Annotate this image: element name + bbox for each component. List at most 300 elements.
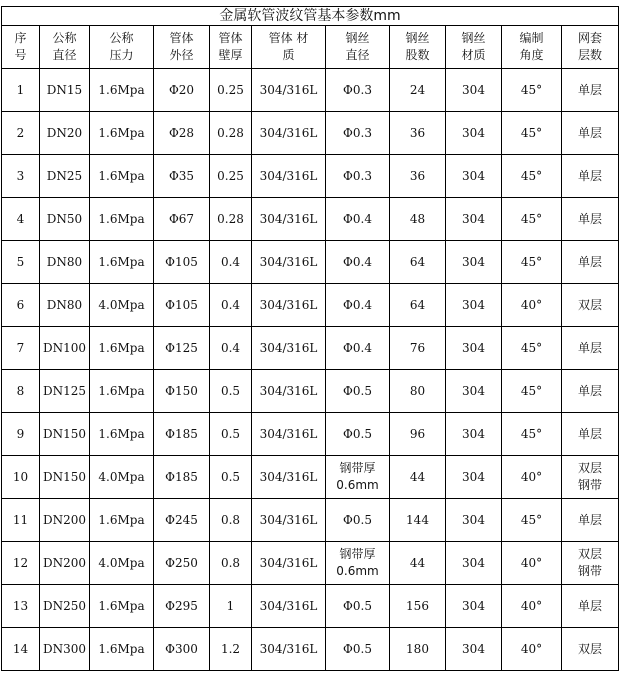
cell-wire-strands [390, 327, 446, 370]
cell-nominal-diameter [40, 542, 90, 585]
cell-line: 4 [16, 211, 25, 226]
cell-wire-material [446, 284, 502, 327]
cell-seq-no [2, 585, 40, 628]
header-line: 材质 [461, 48, 486, 62]
table-row [2, 456, 619, 499]
cell-line: DN20 [46, 125, 83, 140]
cell-line: 45° [520, 82, 543, 97]
table-row [2, 628, 619, 671]
cell-tube-material [252, 413, 326, 456]
header-nominal-diameter [40, 26, 90, 69]
cell-tube-wall-thickness [210, 456, 252, 499]
cell-wire-material [446, 499, 502, 542]
cell-tube-outer-diameter [154, 284, 210, 327]
cell-line: 6 [16, 297, 25, 312]
cell-line: 4.0Mpa [98, 555, 145, 570]
cell-braid-layers [562, 241, 619, 284]
cell-wire-diameter [326, 112, 390, 155]
cell-line: 180 [406, 641, 429, 656]
cell-line: 45° [520, 211, 543, 226]
cell-line: Φ245 [165, 512, 198, 527]
cell-line: DN100 [42, 340, 87, 355]
cell-nominal-diameter [40, 585, 90, 628]
cell-line: 304 [462, 125, 485, 140]
cell-line: 13 [12, 598, 29, 613]
cell-line: Φ0.5 [343, 598, 372, 613]
cell-line: 2 [16, 125, 25, 140]
cell-line: 1.6Mpa [98, 168, 145, 183]
cell-braid-angle [502, 69, 562, 112]
cell-line: DN15 [46, 82, 83, 97]
cell-wire-strands [390, 284, 446, 327]
header-braid-layers [562, 26, 619, 69]
table-row [2, 241, 619, 284]
cell-line: 1.6Mpa [98, 340, 145, 355]
cell-line: 64 [409, 297, 426, 312]
table-row [2, 284, 619, 327]
cell-nominal-diameter [40, 69, 90, 112]
cell-line: Φ67 [168, 211, 195, 226]
cell-nominal-pressure [90, 155, 154, 198]
cell-wire-material [446, 69, 502, 112]
cell-braid-angle [502, 585, 562, 628]
header-tube-wall-thickness [210, 26, 252, 69]
header-row [2, 26, 619, 69]
cell-line: 1.6Mpa [98, 598, 145, 613]
cell-line: 双层 [578, 297, 603, 312]
cell-tube-wall-thickness [210, 628, 252, 671]
cell-wire-diameter [326, 198, 390, 241]
cell-braid-angle [502, 198, 562, 241]
cell-tube-outer-diameter [154, 198, 210, 241]
cell-line: 0.8 [220, 555, 241, 570]
cell-line: 45° [520, 340, 543, 355]
cell-line: Φ0.4 [343, 254, 372, 269]
cell-line: DN80 [46, 297, 83, 312]
cell-tube-material [252, 585, 326, 628]
cell-line: 单层 [578, 82, 603, 97]
cell-line: Φ0.3 [343, 125, 372, 140]
cell-line: 1.6Mpa [98, 125, 145, 140]
cell-line: 1.6Mpa [98, 254, 145, 269]
cell-line: 7 [16, 340, 25, 355]
header-line: 钢丝 [345, 31, 370, 45]
cell-line: Φ250 [165, 555, 198, 570]
cell-tube-material [252, 198, 326, 241]
table-row [2, 155, 619, 198]
cell-line: Φ0.4 [343, 211, 372, 226]
cell-line: 4.0Mpa [98, 469, 145, 484]
header-line: 压力 [109, 48, 134, 62]
header-line: 角度 [519, 48, 544, 62]
cell-line: 1 [226, 598, 235, 613]
header-line: 直径 [345, 48, 370, 62]
cell-wire-strands [390, 456, 446, 499]
cell-tube-material [252, 327, 326, 370]
header-line: 编制 [519, 31, 544, 45]
cell-tube-outer-diameter [154, 370, 210, 413]
cell-wire-strands [390, 542, 446, 585]
cell-line: 304/316L [259, 383, 318, 398]
cell-line: 1.6Mpa [98, 82, 145, 97]
cell-nominal-pressure [90, 542, 154, 585]
header-line: 股数 [405, 48, 430, 62]
header-line: 管体 材 [268, 31, 309, 45]
cell-tube-wall-thickness [210, 413, 252, 456]
cell-wire-material [446, 112, 502, 155]
cell-wire-diameter [326, 628, 390, 671]
cell-tube-outer-diameter [154, 628, 210, 671]
cell-tube-outer-diameter [154, 456, 210, 499]
cell-line: 11 [12, 512, 29, 527]
cell-braid-layers [562, 499, 619, 542]
cell-line: 40° [520, 555, 543, 570]
cell-wire-strands [390, 585, 446, 628]
cell-braid-angle [502, 112, 562, 155]
cell-tube-material [252, 155, 326, 198]
cell-line: 96 [409, 426, 426, 441]
cell-line: 单层 [578, 340, 603, 355]
table-title: 金属软管波纹管基本参数mm [2, 7, 619, 26]
cell-line: 0.4 [220, 297, 241, 312]
cell-line: DN25 [46, 168, 83, 183]
cell-nominal-pressure [90, 370, 154, 413]
cell-wire-diameter [326, 241, 390, 284]
cell-line: 40° [520, 641, 543, 656]
cell-line: 144 [406, 512, 429, 527]
cell-line: 40° [520, 598, 543, 613]
cell-line: 单层 [578, 168, 603, 183]
cell-tube-wall-thickness [210, 585, 252, 628]
header-seq-no [2, 26, 40, 69]
cell-tube-wall-thickness [210, 327, 252, 370]
cell-line: 单层 [578, 211, 603, 226]
header-line: 公称 [52, 31, 77, 45]
cell-line: 304/316L [259, 125, 318, 140]
cell-wire-strands [390, 370, 446, 413]
cell-tube-material [252, 628, 326, 671]
cell-line: Φ295 [165, 598, 198, 613]
cell-tube-material [252, 542, 326, 585]
cell-braid-angle [502, 155, 562, 198]
cell-line: 304 [462, 211, 485, 226]
cell-line: Φ20 [168, 82, 195, 97]
cell-line: 24 [409, 82, 426, 97]
header-line: 质 [282, 48, 295, 62]
cell-nominal-pressure [90, 499, 154, 542]
cell-line: DN125 [42, 383, 87, 398]
cell-line: Φ0.4 [343, 340, 372, 355]
cell-line: 单层 [578, 426, 603, 441]
cell-line: 0.5 [220, 426, 241, 441]
table-row [2, 585, 619, 628]
cell-line: 304/316L [259, 469, 318, 484]
cell-wire-material [446, 456, 502, 499]
cell-line: 单层 [578, 512, 603, 527]
cell-wire-diameter [326, 155, 390, 198]
header-line: 直径 [52, 48, 77, 62]
cell-line: Φ105 [165, 297, 198, 312]
cell-line: 0.28 [217, 125, 244, 140]
cell-line: 76 [409, 340, 426, 355]
cell-line: 48 [409, 211, 426, 226]
cell-seq-no [2, 155, 40, 198]
cell-tube-material [252, 456, 326, 499]
cell-wire-material [446, 198, 502, 241]
cell-line: Φ28 [168, 125, 195, 140]
header-wire-strands [390, 26, 446, 69]
table-row [2, 499, 619, 542]
cell-seq-no [2, 327, 40, 370]
cell-seq-no [2, 370, 40, 413]
params-table [1, 6, 619, 671]
cell-tube-outer-diameter [154, 413, 210, 456]
cell-line: Φ0.4 [343, 297, 372, 312]
cell-tube-outer-diameter [154, 542, 210, 585]
cell-line: 单层 [578, 598, 603, 613]
cell-braid-angle [502, 628, 562, 671]
cell-tube-wall-thickness [210, 155, 252, 198]
cell-line: 0.5 [220, 469, 241, 484]
cell-nominal-diameter [40, 413, 90, 456]
cell-line: 304/316L [259, 168, 318, 183]
cell-line: 钢带厚 [339, 547, 376, 561]
cell-line: 双层 [578, 641, 603, 656]
cell-nominal-diameter [40, 628, 90, 671]
cell-line: 304/316L [259, 340, 318, 355]
cell-nominal-pressure [90, 456, 154, 499]
header-line: 外径 [169, 48, 194, 62]
cell-tube-wall-thickness [210, 499, 252, 542]
cell-line: 0.4 [220, 340, 241, 355]
cell-line: 36 [409, 125, 426, 140]
cell-line: DN150 [42, 469, 87, 484]
cell-line: 304 [462, 82, 485, 97]
header-line: 管体 [218, 31, 243, 45]
cell-line: 单层 [578, 383, 603, 398]
header-line: 管体 [169, 31, 194, 45]
cell-wire-material [446, 413, 502, 456]
cell-line: 304 [462, 426, 485, 441]
cell-nominal-diameter [40, 284, 90, 327]
cell-tube-outer-diameter [154, 155, 210, 198]
cell-line: 304 [462, 598, 485, 613]
cell-braid-layers [562, 284, 619, 327]
header-tube-outer-diameter [154, 26, 210, 69]
cell-tube-material [252, 241, 326, 284]
cell-tube-wall-thickness [210, 198, 252, 241]
cell-seq-no [2, 198, 40, 241]
cell-braid-layers [562, 112, 619, 155]
cell-line: 304 [462, 641, 485, 656]
cell-wire-diameter [326, 456, 390, 499]
cell-line: Φ105 [165, 254, 198, 269]
cell-line: DN200 [42, 555, 87, 570]
cell-line: 304 [462, 512, 485, 527]
cell-wire-diameter [326, 284, 390, 327]
cell-line: 304/316L [259, 211, 318, 226]
cell-braid-layers [562, 69, 619, 112]
cell-braid-layers [562, 628, 619, 671]
header-line: 号 [14, 48, 27, 62]
cell-line: 304 [462, 168, 485, 183]
cell-line: Φ0.5 [343, 383, 372, 398]
cell-braid-angle [502, 413, 562, 456]
cell-line: DN250 [42, 598, 87, 613]
cell-line: Φ0.3 [343, 82, 372, 97]
cell-nominal-diameter [40, 198, 90, 241]
cell-tube-wall-thickness [210, 370, 252, 413]
cell-braid-layers [562, 370, 619, 413]
cell-seq-no [2, 413, 40, 456]
cell-line: 304/316L [259, 641, 318, 656]
cell-line: 0.5 [220, 383, 241, 398]
cell-line: 钢带厚 [339, 461, 376, 475]
cell-line: Φ185 [165, 426, 198, 441]
cell-braid-angle [502, 284, 562, 327]
cell-line: 双层 [578, 461, 603, 475]
cell-wire-material [446, 370, 502, 413]
cell-braid-layers [562, 198, 619, 241]
cell-braid-angle [502, 370, 562, 413]
cell-tube-material [252, 112, 326, 155]
cell-braid-layers [562, 327, 619, 370]
cell-nominal-pressure [90, 69, 154, 112]
cell-braid-layers [562, 413, 619, 456]
cell-line: 双层 [578, 547, 603, 561]
cell-tube-outer-diameter [154, 69, 210, 112]
cell-nominal-diameter [40, 370, 90, 413]
cell-line: DN150 [42, 426, 87, 441]
cell-line: Φ0.5 [343, 426, 372, 441]
cell-line: 0.6mm [336, 478, 379, 492]
cell-wire-material [446, 628, 502, 671]
cell-line: 0.25 [217, 168, 244, 183]
cell-line: 304/316L [259, 555, 318, 570]
header-wire-diameter [326, 26, 390, 69]
cell-line: Φ0.3 [343, 168, 372, 183]
cell-wire-diameter [326, 585, 390, 628]
cell-line: 钢带 [578, 478, 603, 492]
cell-line: 45° [520, 512, 543, 527]
cell-nominal-pressure [90, 628, 154, 671]
cell-wire-strands [390, 112, 446, 155]
table-row [2, 112, 619, 155]
cell-line: 304/316L [259, 426, 318, 441]
cell-line: DN200 [42, 512, 87, 527]
table-row [2, 327, 619, 370]
cell-line: 304 [462, 297, 485, 312]
header-wire-material [446, 26, 502, 69]
cell-seq-no [2, 241, 40, 284]
cell-wire-diameter [326, 413, 390, 456]
cell-braid-layers [562, 456, 619, 499]
cell-line: 40° [520, 297, 543, 312]
cell-line: 0.4 [220, 254, 241, 269]
cell-wire-strands [390, 198, 446, 241]
cell-nominal-diameter [40, 327, 90, 370]
cell-tube-wall-thickness [210, 69, 252, 112]
cell-tube-outer-diameter [154, 241, 210, 284]
cell-wire-strands [390, 241, 446, 284]
cell-nominal-pressure [90, 327, 154, 370]
cell-tube-outer-diameter [154, 327, 210, 370]
cell-line: 3 [16, 168, 25, 183]
cell-line: Φ0.5 [343, 641, 372, 656]
cell-tube-wall-thickness [210, 241, 252, 284]
cell-line: 156 [406, 598, 429, 613]
cell-line: 8 [16, 383, 25, 398]
cell-line: 0.25 [217, 82, 244, 97]
cell-wire-material [446, 155, 502, 198]
cell-braid-layers [562, 155, 619, 198]
cell-line: 40° [520, 469, 543, 484]
header-line: 钢丝 [405, 31, 430, 45]
header-line: 壁厚 [218, 48, 243, 62]
header-line: 网套 [578, 31, 603, 45]
table-body [2, 69, 619, 671]
cell-braid-layers [562, 585, 619, 628]
cell-nominal-diameter [40, 112, 90, 155]
header-line: 层数 [578, 48, 603, 62]
cell-line: 64 [409, 254, 426, 269]
cell-line: 14 [12, 641, 29, 656]
cell-nominal-pressure [90, 198, 154, 241]
cell-braid-angle [502, 499, 562, 542]
cell-seq-no [2, 69, 40, 112]
cell-line: 10 [12, 469, 29, 484]
cell-tube-material [252, 370, 326, 413]
cell-tube-wall-thickness [210, 542, 252, 585]
header-line: 序 [14, 31, 27, 45]
cell-line: Φ35 [168, 168, 195, 183]
cell-seq-no [2, 628, 40, 671]
cell-line: Φ300 [165, 641, 198, 656]
cell-line: 5 [16, 254, 25, 269]
header-braid-angle [502, 26, 562, 69]
cell-wire-diameter [326, 542, 390, 585]
title-row [2, 7, 619, 26]
cell-line: 304/316L [259, 254, 318, 269]
cell-tube-outer-diameter [154, 499, 210, 542]
header-line: 公称 [109, 31, 134, 45]
cell-wire-strands [390, 499, 446, 542]
cell-line: 12 [12, 555, 29, 570]
cell-line: 1.2 [220, 641, 241, 656]
cell-line: Φ150 [165, 383, 198, 398]
cell-wire-strands [390, 69, 446, 112]
cell-line: 44 [409, 555, 426, 570]
cell-line: 1 [16, 82, 25, 97]
cell-wire-material [446, 241, 502, 284]
cell-line: 9 [16, 426, 25, 441]
cell-line: 304/316L [259, 297, 318, 312]
cell-wire-material [446, 327, 502, 370]
cell-line: Φ0.5 [343, 512, 372, 527]
cell-tube-wall-thickness [210, 284, 252, 327]
cell-nominal-diameter [40, 499, 90, 542]
cell-line: 304 [462, 254, 485, 269]
cell-line: 单层 [578, 125, 603, 140]
cell-line: 304 [462, 469, 485, 484]
cell-wire-diameter [326, 69, 390, 112]
cell-nominal-pressure [90, 585, 154, 628]
cell-line: 1.6Mpa [98, 211, 145, 226]
cell-wire-strands [390, 628, 446, 671]
table-row [2, 413, 619, 456]
cell-wire-material [446, 542, 502, 585]
table-row [2, 370, 619, 413]
